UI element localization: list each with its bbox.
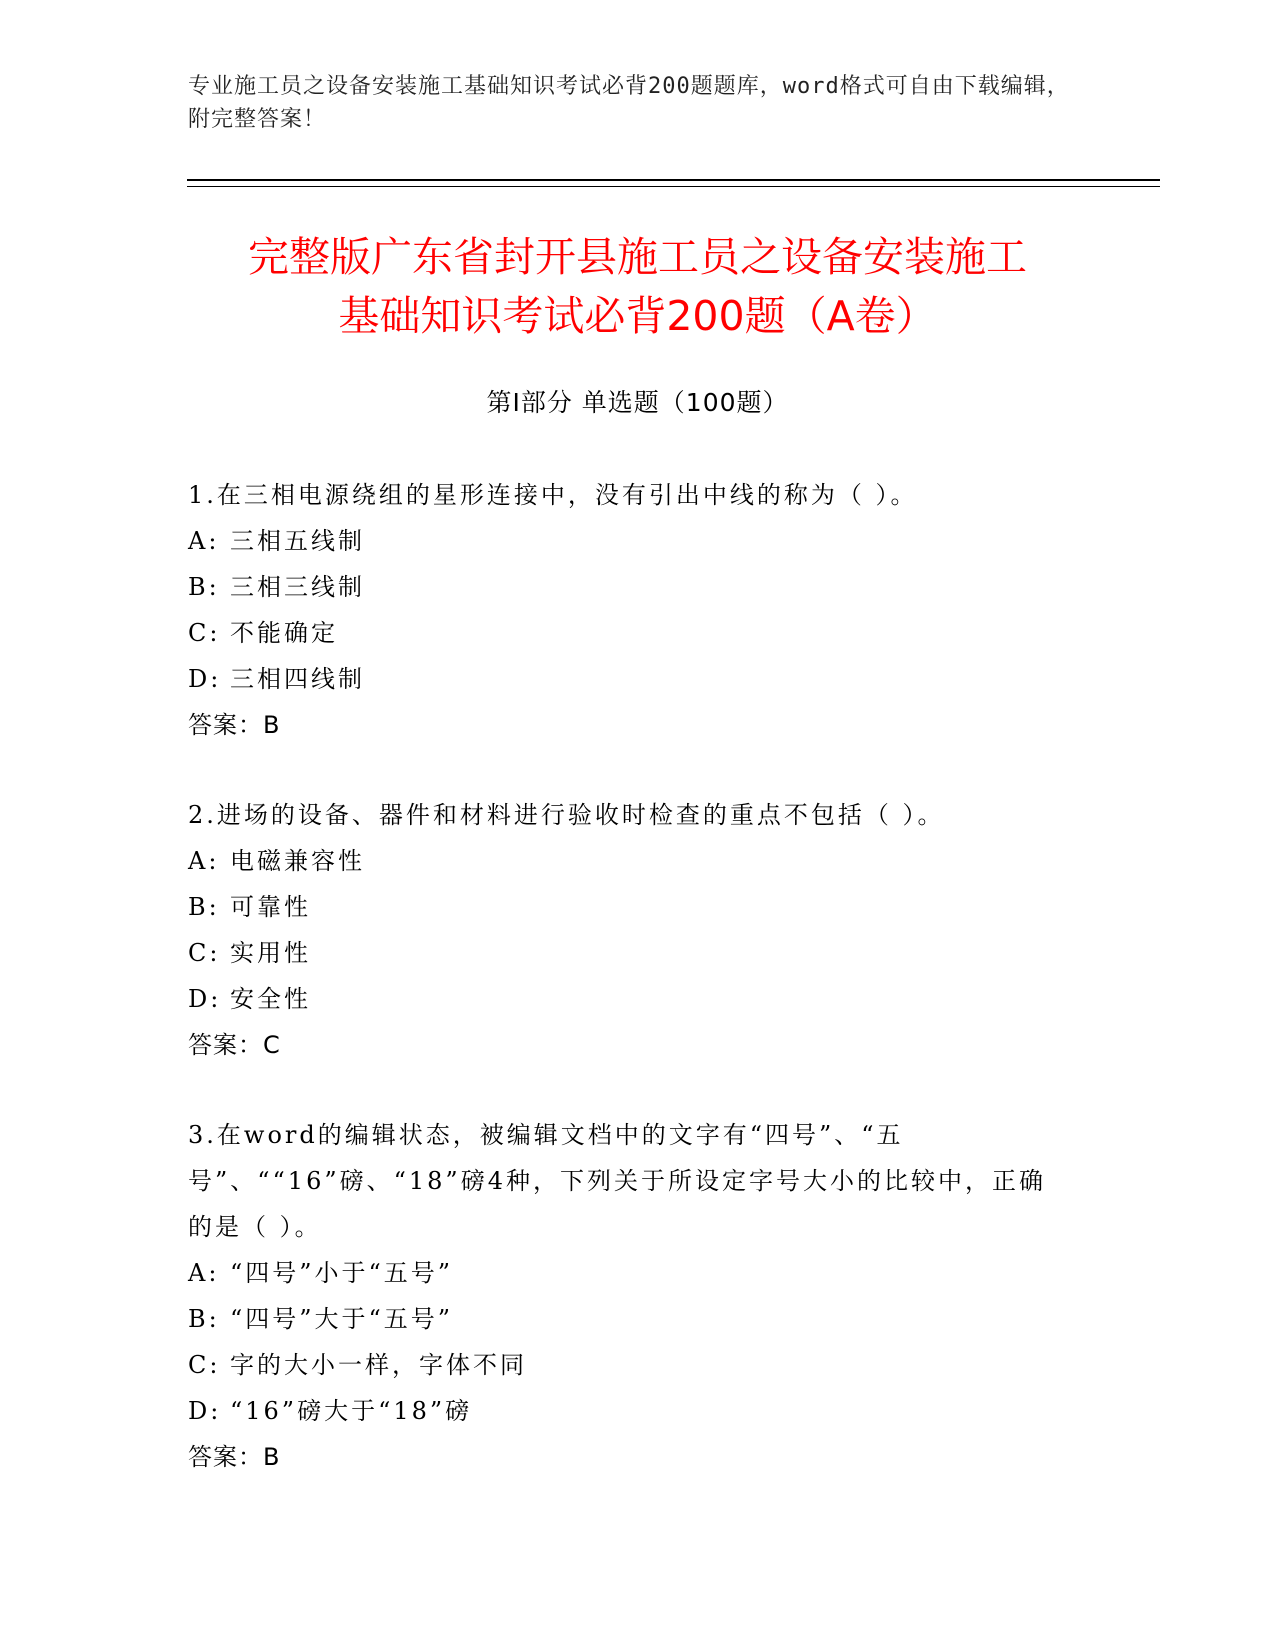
option-key: C: [188, 619, 221, 647]
option-text: 三相三线制 [230, 573, 365, 601]
option-key: C: [188, 1351, 221, 1379]
header-divider-thick [187, 179, 1160, 181]
option-a [188, 518, 1068, 564]
option-text: 可靠性 [230, 893, 311, 921]
option-d [188, 656, 1068, 702]
option-d [188, 1388, 1068, 1434]
option-b [188, 1296, 1068, 1342]
option-b [188, 564, 1068, 610]
option-key: C: [188, 939, 221, 967]
answer: 答案：B [188, 711, 281, 739]
option-c [188, 1342, 1068, 1388]
section-title: 第Ⅰ部分 单选题（100题） [486, 388, 789, 417]
question-1 [188, 472, 1068, 748]
option-b [188, 884, 1068, 930]
option-key: D: [188, 665, 222, 693]
question-3 [188, 1112, 1068, 1480]
option-d [188, 976, 1068, 1022]
option-text: 安全性 [230, 985, 311, 1013]
header-divider-thin [187, 186, 1160, 187]
question-text: 1.在三相电源绕组的星形连接中，没有引出中线的称为（ ）。 [188, 481, 918, 509]
option-text: 三相四线制 [230, 665, 365, 693]
option-key: D: [188, 985, 222, 1013]
option-key: A: [188, 847, 220, 875]
option-c [188, 610, 1068, 656]
option-text: 三相五线制 [230, 527, 365, 555]
option-text: 电磁兼容性 [230, 847, 365, 875]
option-text: “四号”小于“五号” [230, 1259, 454, 1287]
option-text: 字的大小一样，字体不同 [230, 1351, 527, 1379]
answer: 答案：B [188, 1443, 281, 1471]
header-note: 专业施工员之设备安装施工基础知识考试必背200题题库，word格式可自由下载编辑，附完整答案！ [188, 74, 1070, 132]
document-title [160, 228, 1115, 346]
option-key: B: [188, 893, 220, 921]
option-key: A: [188, 1259, 220, 1287]
answer: 答案：C [188, 1031, 281, 1059]
option-c [188, 930, 1068, 976]
document-title-line-2: 基础知识考试必背200题（A卷） [338, 292, 937, 340]
option-key: A: [188, 527, 220, 555]
option-a [188, 1250, 1068, 1296]
document-title-line-1: 完整版广东省封开县施工员之设备安装施工 [248, 233, 1027, 281]
option-text: 实用性 [230, 939, 311, 967]
option-text: “四号”大于“五号” [230, 1305, 454, 1333]
option-text: “16”磅大于“18”磅 [230, 1397, 473, 1425]
option-key: B: [188, 1305, 220, 1333]
question-text: 2.进场的设备、器件和材料进行验收时检查的重点不包括（ ）。 [188, 801, 945, 829]
question-2 [188, 792, 1068, 1068]
option-key: B: [188, 573, 220, 601]
option-text: 不能确定 [230, 619, 338, 647]
question-text: 3.在word的编辑状态，被编辑文档中的文字有“四号”、“五号”、““16”磅、“18”磅4种，下列关于所设定字号大小的比较中，正确的是（ ）。 [188, 1121, 1046, 1241]
option-a [188, 838, 1068, 884]
option-key: D: [188, 1397, 222, 1425]
